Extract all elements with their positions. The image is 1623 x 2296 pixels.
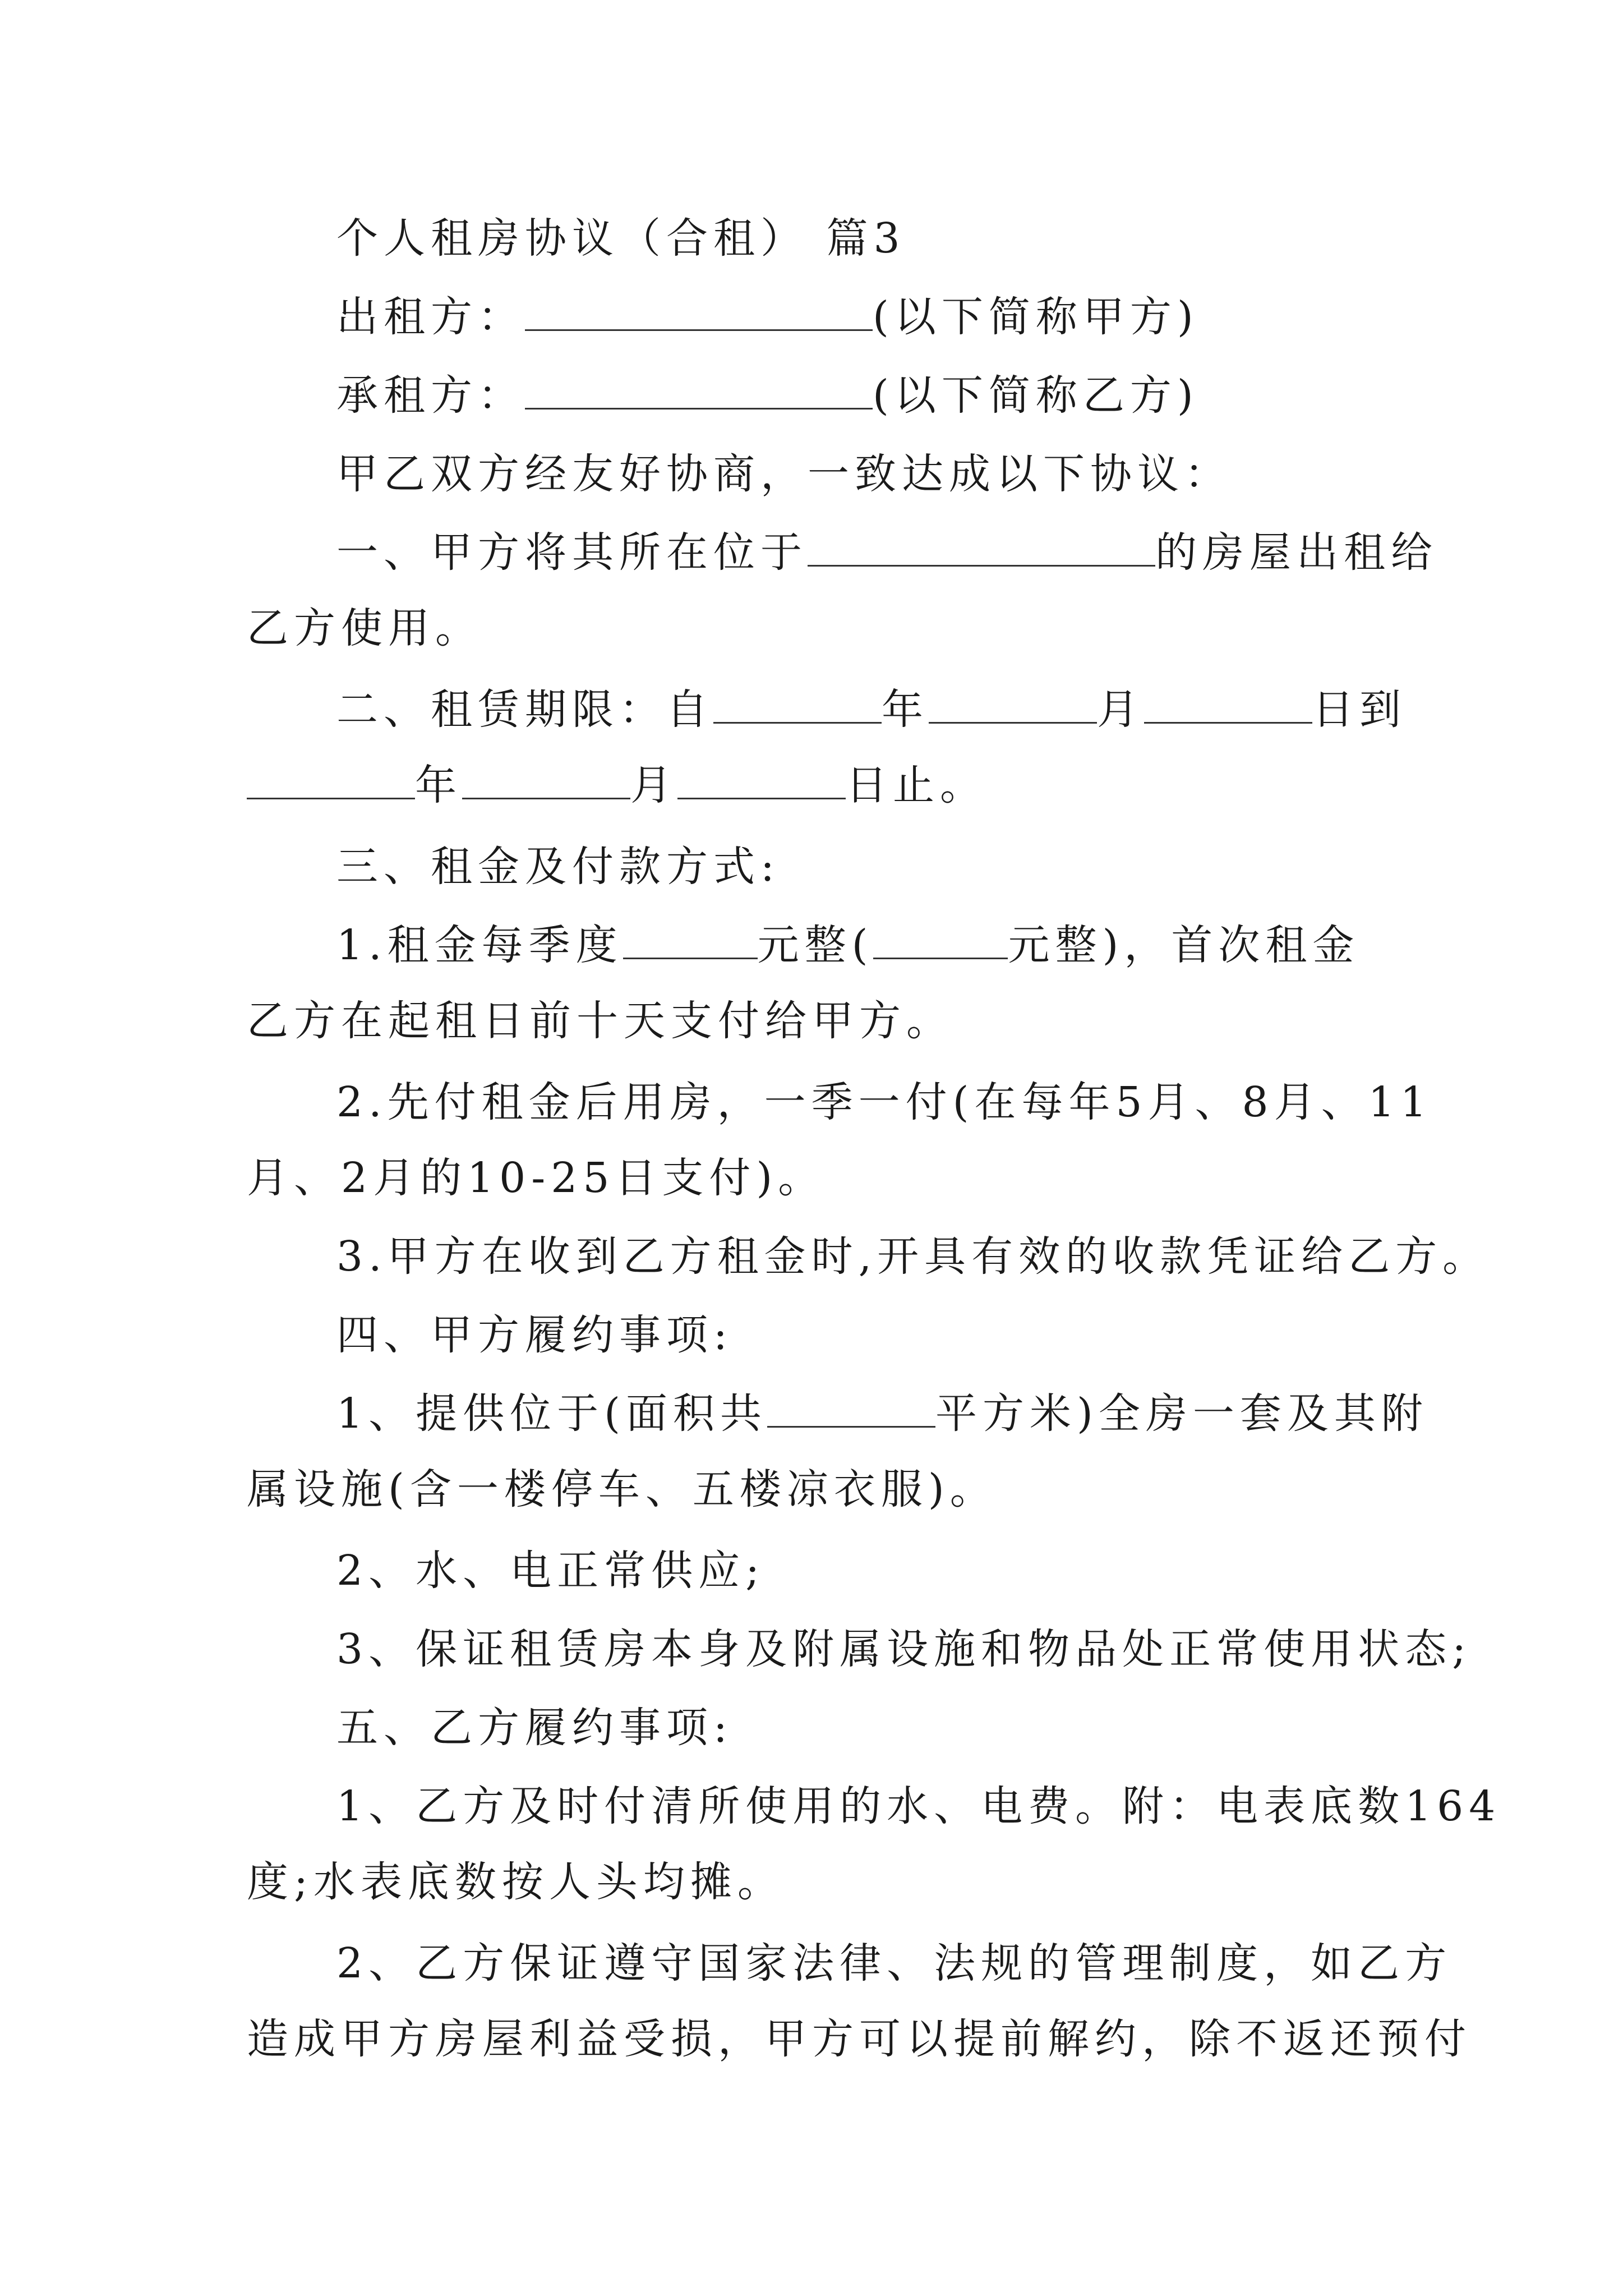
clause-4-3: 3、保证租赁房本身及附属设施和物品处正常使用状态; bbox=[336, 1625, 1472, 1673]
clause-2-line-1: 二、租赁期限：自 年 月 日到 bbox=[336, 685, 1407, 734]
clause-5-1-line-2: 度;水表底数按人头均摊。 bbox=[247, 1858, 785, 1906]
clause-3-2-line-2: 月、2月的10-25日支付)。 bbox=[247, 1154, 826, 1202]
clause-3-2-line-1: 2.先付租金后用房，一季一付(在每年5月、8月、11 bbox=[336, 1078, 1432, 1126]
area-blank bbox=[767, 1392, 935, 1428]
rent-amount-words-blank bbox=[873, 924, 1008, 959]
start-year-blank bbox=[713, 688, 882, 724]
intro-paragraph: 甲乙双方经友好协商，一致达成以下协议： bbox=[336, 450, 1232, 498]
lessee-line: 承租方： (以下简称乙方) bbox=[336, 371, 1199, 420]
doc-title: 个人租房协议（合租） 篇3 bbox=[336, 214, 906, 263]
clause-2-line-2: 年 月 日止。 bbox=[247, 757, 987, 813]
start-day-blank bbox=[1144, 688, 1312, 724]
clause-1-line-1: 一、甲方将其所在位于 的房屋出租给 bbox=[336, 528, 1438, 577]
clause-4-1-line-1: 1、提供位于(面积共 平方米)全房一套及其附 bbox=[336, 1389, 1428, 1438]
clause-3-1-line-2: 乙方在起租日前十天支付给甲方。 bbox=[247, 997, 953, 1045]
address-blank bbox=[808, 531, 1155, 567]
clause-3-heading: 三、租金及付款方式: bbox=[336, 843, 780, 891]
lessee-blank bbox=[525, 374, 873, 409]
clause-5-1-line-1: 1、乙方及时付清所使用的水、电费。附：电表底数164 bbox=[336, 1782, 1501, 1830]
lessor-line: 出租方： (以下简称甲方) bbox=[336, 293, 1199, 341]
clause-4-1-line-2: 属设施(含一楼停车、五楼凉衣服)。 bbox=[247, 1465, 997, 1513]
end-day-blank bbox=[677, 764, 846, 799]
end-month-blank bbox=[462, 764, 630, 799]
clause-3-1-line-1: 1.租金每季度 元整( 元整)，首次租金 bbox=[336, 921, 1360, 969]
clause-3-3: 3.甲方在收到乙方租金时,开具有效的收款凭证给乙方。 bbox=[336, 1232, 1490, 1281]
clause-5-2-line-2: 造成甲方房屋利益受损，甲方可以提前解约，除不返还预付 bbox=[247, 2015, 1472, 2063]
clause-4-2: 2、水、电正常供应; bbox=[336, 1547, 766, 1595]
lessor-blank bbox=[525, 296, 873, 331]
rent-amount-blank bbox=[623, 924, 758, 959]
clause-4-heading: 四、甲方履约事项: bbox=[336, 1311, 733, 1359]
clause-1-line-2: 乙方使用。 bbox=[247, 604, 482, 652]
start-month-blank bbox=[929, 688, 1097, 724]
clause-5-heading: 五、乙方履约事项: bbox=[336, 1704, 733, 1752]
end-year-blank bbox=[247, 764, 415, 799]
clause-5-2-line-1: 2、乙方保证遵守国家法律、法规的管理制度，如乙方 bbox=[336, 1939, 1453, 1987]
